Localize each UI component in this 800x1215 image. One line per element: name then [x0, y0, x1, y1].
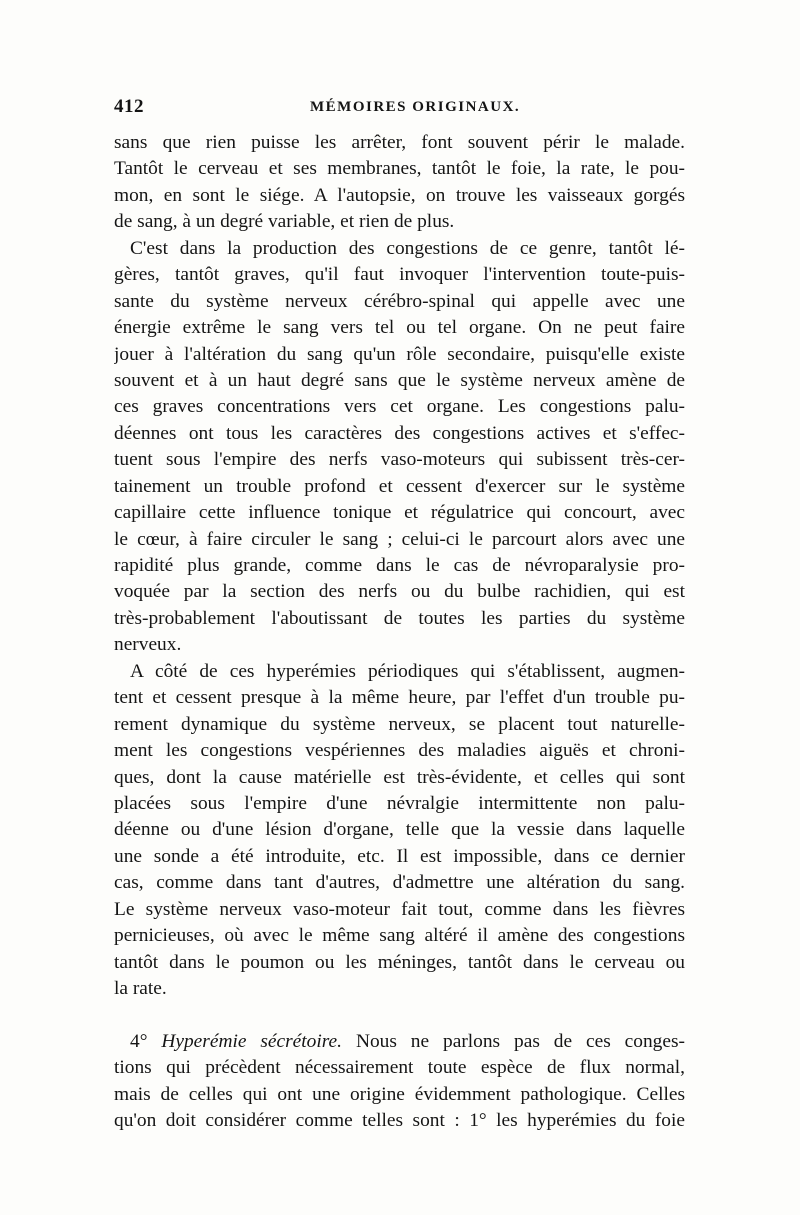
running-head — [114, 96, 684, 124]
text-line: ment les congestions vespériennes des maladies aiguës et chroni- — [114, 740, 685, 762]
text-line: cas, comme dans tant d'autres, d'admettre une altération du sang. — [114, 872, 685, 894]
paragraph-3 — [114, 659, 685, 1003]
section-heading: Hyperémie sécrétoire. — [161, 1030, 343, 1052]
text-line: capillaire cette influence tonique et régulatrice qui concourt, avec — [114, 502, 685, 524]
text-line: Le système nerveux vaso-moteur fait tout, comme dans les fièvres — [114, 898, 685, 920]
text-line: une sonde a été introduite, etc. Il est impossible, dans ce dernier — [114, 845, 685, 867]
section-4-paragraph — [114, 1029, 685, 1135]
text-line: déenne ou d'une lésion d'organe, telle que la vessie dans laquelle — [114, 819, 685, 841]
text-line: ces graves concentrations vers cet organe. Les congestions palu- — [114, 396, 685, 418]
text-line: très-probablement l'aboutissant de toutes les parties du système — [114, 607, 685, 629]
section-number: 4° — [130, 1030, 148, 1052]
text-line: la rate. — [114, 978, 167, 999]
text-line: rapidité plus grande, comme dans le cas de névroparalysie pro- — [114, 555, 685, 576]
running-title: MÉMOIRES ORIGINAUX. — [310, 99, 521, 115]
text-line: sans que rien puisse les arrêter, font souvent périr le malade. — [114, 132, 685, 153]
text-line: Tantôt le cerveau et ses membranes, tantôt le foie, la rate, le pou- — [114, 158, 685, 180]
section-spacing — [114, 1002, 685, 1028]
section-first-line-text: Nous ne parlons pas de ces conges- — [355, 1030, 685, 1052]
text-line: tainement un trouble profond et cessent d'exercer sur le système — [114, 475, 685, 497]
text-line: le cœur, à faire circuler le sang ; celui-ci le parcourt alors avec une — [114, 528, 685, 550]
text-line: C'est dans la production des congestions de ce genre, tantôt lé- — [130, 237, 685, 259]
text-line: tuent sous l'empire des nerfs vaso-moteurs qui subissent très-cer- — [114, 449, 685, 471]
text-line: mon, en sont le siége. A l'autopsie, on trouve les vaisseaux gorgés — [114, 184, 685, 206]
text-line: souvent et à un haut degré sans que le système nerveux amène de — [114, 369, 685, 391]
paragraph-1 — [114, 130, 685, 236]
text-line: pernicieuses, où avec le même sang altéré il amène des congestions — [114, 925, 685, 947]
text-line: sante du système nerveux cérébro-spinal qui appelle avec une — [114, 290, 685, 312]
text-line: de sang, à un degré variable, et rien de plus. — [114, 211, 455, 233]
text-line: placées sous l'empire d'une névralgie intermittente non palu- — [114, 792, 685, 814]
body-text — [114, 130, 685, 1135]
text-line: nerveux. — [114, 634, 182, 656]
text-line: énergie extrême le sang vers tel ou tel organe. On ne peut faire — [114, 317, 685, 339]
text-line: jouer à l'altération du sang qu'un rôle secondaire, puisqu'elle existe — [114, 343, 685, 365]
text-line: tantôt dans le poumon ou les méninges, tantôt dans le cerveau ou — [114, 951, 685, 973]
text-line: gères, tantôt graves, qu'il faut invoquer l'intervention toute-puis- — [114, 264, 685, 286]
text-line: tions qui précèdent nécessairement toute espèce de flux normal, — [114, 1057, 685, 1079]
text-line: déennes ont tous les caractères des congestions actives et s'effec- — [114, 422, 685, 444]
text-line: A côté de ces hyperémies périodiques qui s'établissent, augmen- — [130, 660, 685, 682]
page-number: 412 — [114, 96, 144, 117]
text-line: qu'on doit considérer comme telles sont : 1° les hyperémies du foie — [114, 1110, 685, 1132]
text-line: rement dynamique du système nerveux, se placent tout naturelle- — [114, 713, 685, 735]
text-line: ques, dont la cause matérielle est très-évidente, et celles qui sont — [114, 766, 685, 788]
text-line: tent et cessent presque à la même heure, par l'effet d'un trouble pu- — [114, 687, 685, 709]
text-line: voquée par la section des nerfs ou du bulbe rachidien, qui est — [114, 581, 685, 603]
paragraph-2 — [114, 236, 685, 659]
section-first-line — [114, 1029, 685, 1055]
text-line: mais de celles qui ont une origine évidemment pathologique. Celles — [114, 1083, 685, 1105]
